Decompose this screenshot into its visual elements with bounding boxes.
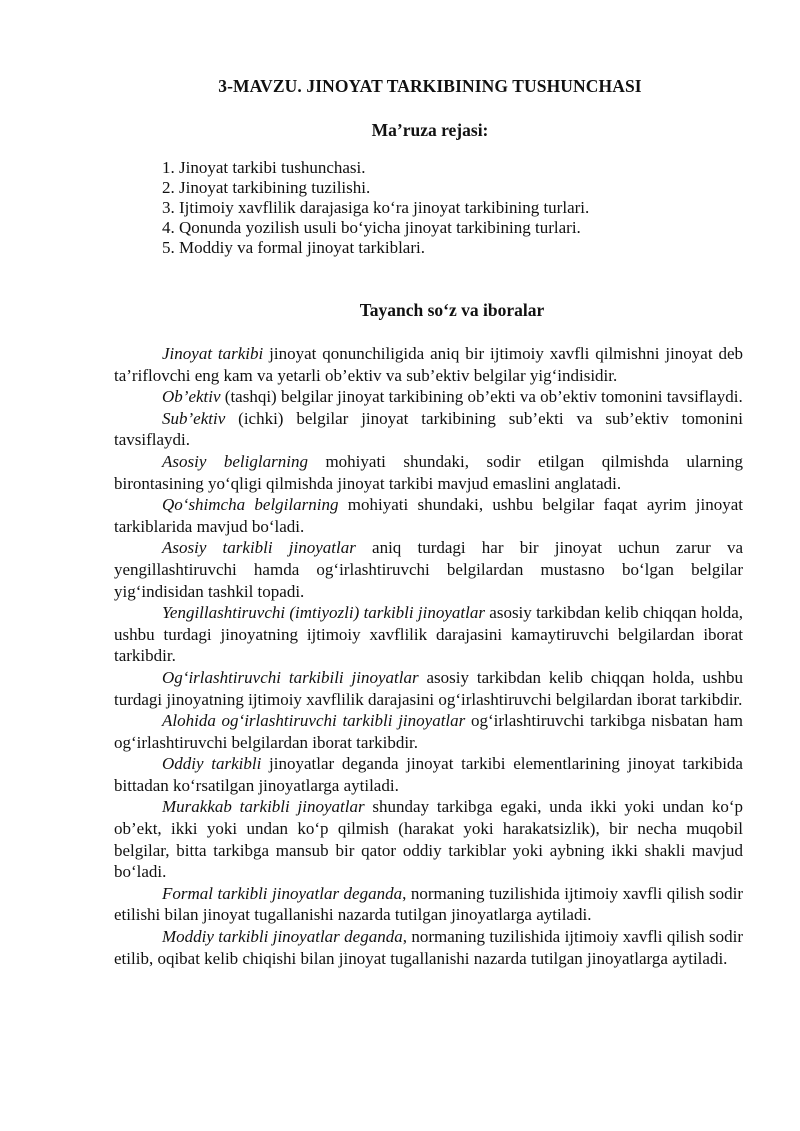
term-definition: aniq turdagi har bir jinoyat uchun zarur va yengillashtiruvchi hamda og‘irlashtiruvchi belgilardan mustasno bo‘lgan belgilar yig‘indisidan tashkil topadi. [114,538,744,601]
term-name: Asosiy beliglarning [162,451,308,471]
term-paragraph [114,343,743,386]
term-definition: , normaning tuzilishida ijtimoiy xavfli qilish sodir etilib, oqibat kelib chiqishi bilan jinoyat tugallanishi nazarda tutilgan jinoyatlarga aytiladi. [114,927,743,968]
term-definition: jinoyat qonunchiligida aniq bir ijtimoiy xavfli qilmishni jinoyat deb ta’riflovchi eng kam va yetarli ob’ektiv va sub’ektiv belgilar yig‘indisidir. [114,344,743,385]
page-title: 3-MAVZU. JINOYAT TARKIBINING TUSHUNCHASI [218,76,642,96]
lecture-plan-list [162,158,589,258]
term-name: Asosiy tarkibli jinoyatlar [162,538,356,558]
term-name: Sub’ektiv [162,408,226,428]
plan-item: 1. Jinoyat tarkibi tushunchasi. [162,158,366,177]
term-definition: (tashqi) belgilar jinoyat tarkibining ob’ekti va ob’ektiv tomonini tavsiflaydi. [220,387,743,407]
term-name: Og‘irlashtiruvchi tarkibili jinoyatlar [162,667,419,687]
term-paragraph [114,796,743,882]
term-name: Ob’ektiv [162,387,221,407]
term-definition: og‘irlashtiruvchi tarkibga nisbatan ham og‘irlashtiruvchi belgilardan iborat tarkibdir. [114,711,743,752]
term-definition: mohiyati shundaki, ushbu belgilar faqat ayrim jinoyat tarkiblarida mavjud bo‘ladi. [114,495,743,536]
term-definition: , normaning tuzilishida ijtimoiy xavfli qilish sodir etilishi bilan jinoyat tugallanishi nazarda tutilgan jinoyatlarga aytiladi. [114,883,743,925]
term-paragraph [114,753,743,796]
term-paragraph [114,386,743,408]
term-name: Qo‘shimcha belgilarning [162,495,339,515]
term-name: Alohida og‘irlashtiruvchi tarkibli jinoyatlar [162,711,466,731]
plan-item: 4. Qonunda yozilish usuli bo‘yicha jinoyat tarkibining turlari. [162,218,581,237]
term-paragraph [114,408,743,451]
term-paragraph [114,602,743,667]
term-name: Jinoyat tarkibi [162,344,264,363]
keywords-section [114,343,743,969]
plan-item: 3. Ijtimoiy xavflilik darajasiga ko‘ra jinoyat tarkibining turlari. [162,198,590,217]
term-name: Formal tarkibli jinoyatlar deganda [162,883,403,903]
term-definition: asosiy tarkibdan kelib chiqqan holda, ushbu turdagi jinoyatning ijtimoiy xavflilik darajasini kamaytiruvchi belgilardan iborat tarkibdir. [114,603,743,666]
keywords-heading: Tayanch so‘z va iboralar [359,300,545,320]
term-definition: (ichki) belgilar jinoyat tarkibining sub’ekti va sub’ektiv tomonini tavsiflaydi. [114,408,743,450]
term-paragraph [114,537,743,602]
lecture-plan-heading: Ma’ruza rejasi: [371,120,489,140]
term-paragraph [114,883,743,926]
term-definition: shunday tarkibga egaki, unda ikki yoki undan ko‘p ob’ekt, ikki yoki undan ko‘p qilmish (harakat yoki harakatsizlik), bir necha muqobil belgilar, bitta tarkibga mansub bir qator oddiy tarkiblar yoki aybning ikki shakli mavjud bo‘ladi. [114,797,743,882]
term-paragraph [114,494,743,537]
term-name: Murakkab tarkibli jinoyatlar [162,797,365,817]
term-paragraph [114,667,743,710]
term-name: Moddiy tarkibli jinoyatlar deganda [162,927,403,947]
term-paragraph [114,451,743,494]
plan-item: 2. Jinoyat tarkibining tuzilishi. [162,178,371,197]
term-definition: asosiy tarkibdan kelib chiqqan holda, ushbu turdagi jinoyatning ijtimoiy xavflilik darajasini og‘irlashtiruvchi belgilardan iborat tarkibdir. [114,667,744,709]
term-paragraph [114,926,743,969]
plan-item: 5. Moddiy va formal jinoyat tarkiblari. [162,238,425,257]
term-paragraph [114,710,743,753]
term-name: Yengillashtiruvchi (imtiyozli) tarkibli jinoyatlar [162,603,485,623]
term-definition: jinoyatlar deganda jinoyat tarkibi elementlarining jinoyat tarkibida bittadan ko‘rsatilgan jinoyatlarga aytiladi. [114,754,743,795]
term-name: Oddiy tarkibli [162,754,262,774]
term-definition: mohiyati shundaki, sodir etilgan qilmishda ularning birontasining yo‘qligi qilmishda jinoyat tarkibi mavjud emaslini anglatadi. [114,451,743,493]
